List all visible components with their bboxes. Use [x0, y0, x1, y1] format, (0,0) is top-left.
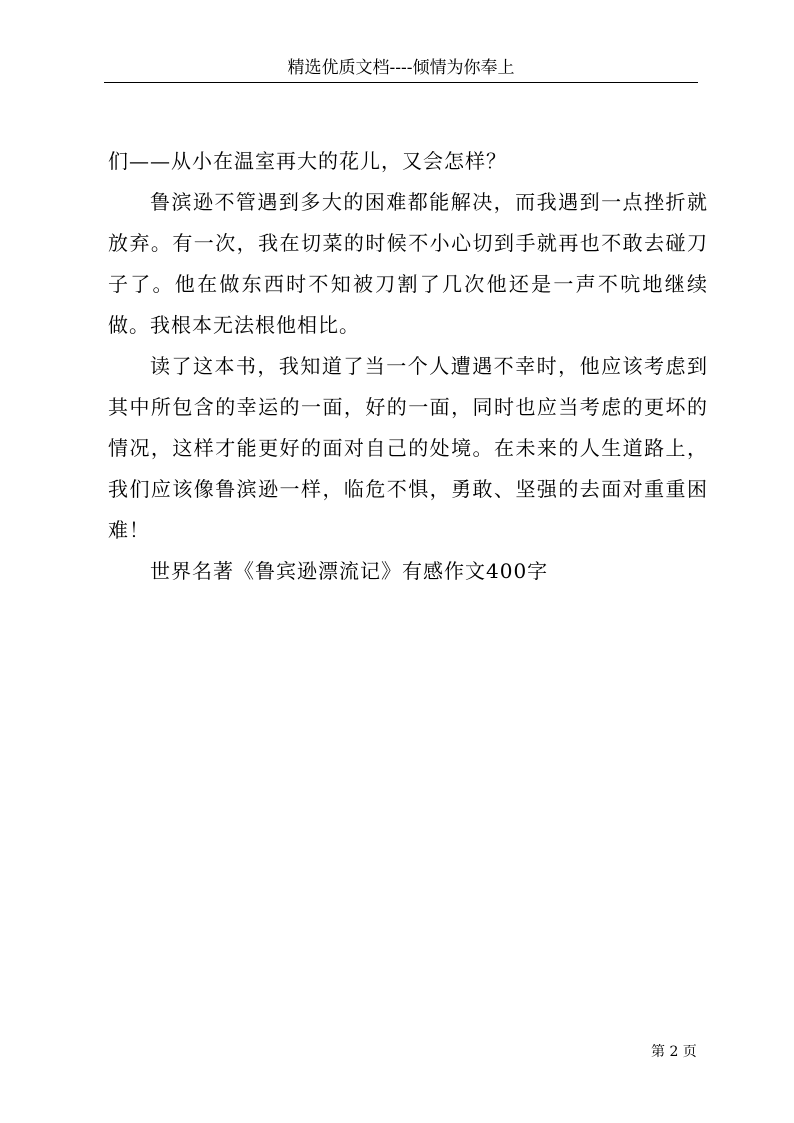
- document-body: [108, 141, 708, 592]
- page-number: 第 2 页: [651, 1044, 697, 1060]
- paragraph-reflection: 读了这本书，我知道了当一个人遭遇不幸时，他应该考虑到其中所包含的幸运的一面，好的一面，同时也应当考虑的更坏的情况，这样才能更好的面对自己的处境。在未来的人生道路上，我们应该像鲁滨逊一样，临危不惧，勇敢、坚强的去面对重重困难！: [108, 354, 708, 542]
- paragraph-robinson-comparison: 鲁滨逊不管遇到多大的困难都能解决，而我遇到一点挫折就放弃。有一次，我在切菜的时候不小心切到手就再也不敢去碰刀子了。他在做东西时不知被刀割了几次他还是一声不吭地继续做。我根本无法根他相比。: [108, 190, 708, 337]
- paragraph-essay-title: 世界名著《鲁宾逊漂流记》有感作文400字: [150, 559, 549, 583]
- header-divider: [104, 82, 698, 83]
- page-header-title: 精选优质文档----倾情为你奉上: [287, 58, 515, 78]
- paragraph-continuation: 们——从小在温室再大的花儿，又会怎样？: [108, 149, 507, 173]
